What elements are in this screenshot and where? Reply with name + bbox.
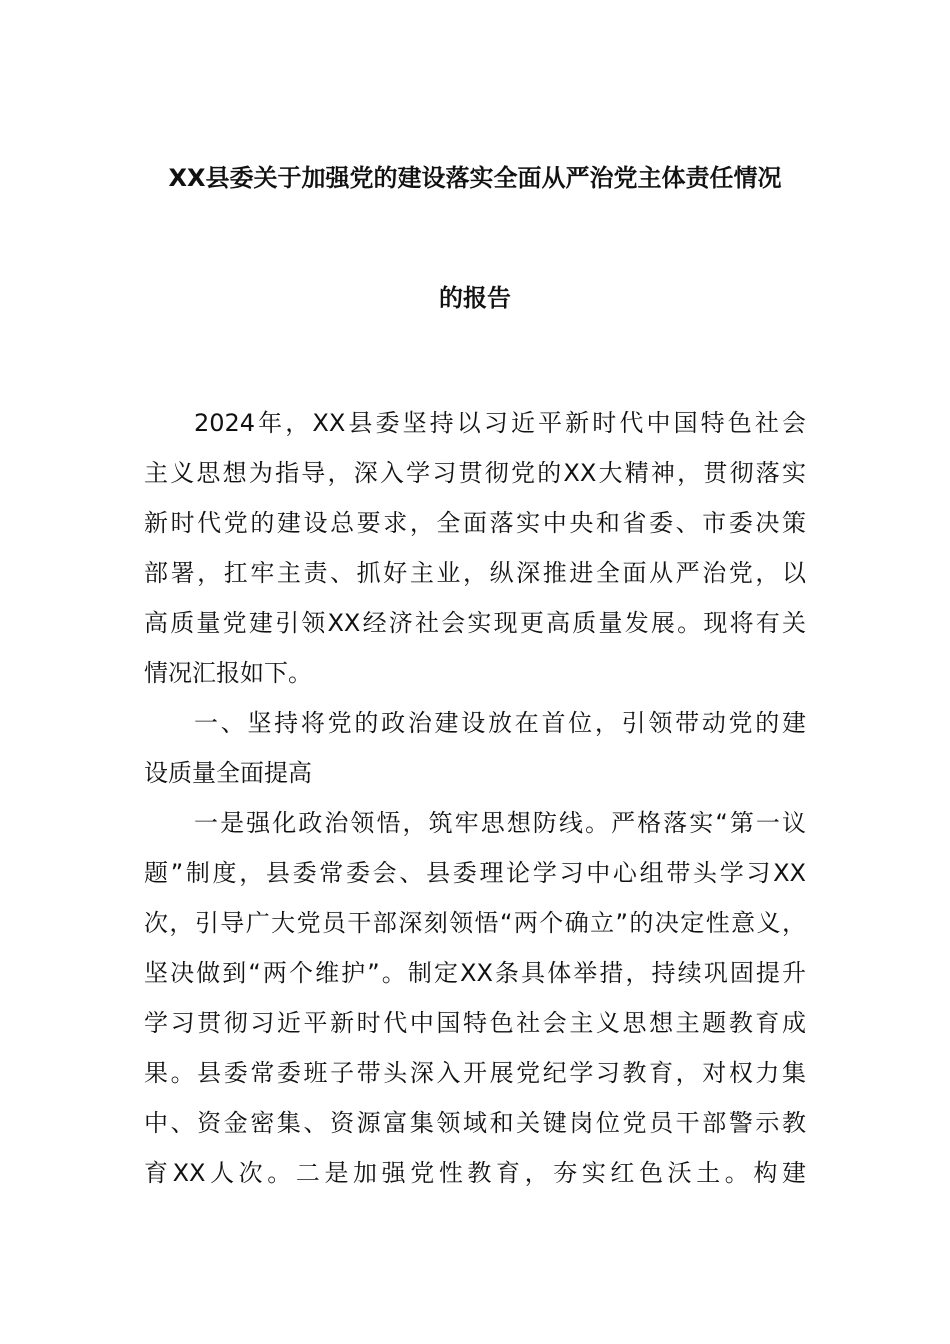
body-line: 坚决做到“两个维护”。制定XX条具体举措，持续巩固提升 bbox=[144, 959, 806, 987]
section-heading-line: 设质量全面提高 bbox=[144, 759, 312, 787]
body-line: 中、资金密集、资源富集领域和关键岗位党员干部警示教 bbox=[144, 1109, 806, 1137]
document-body bbox=[144, 398, 806, 1198]
body-line: 学习贯彻习近平新时代中国特色社会主义思想主题教育成 bbox=[144, 1009, 806, 1037]
body-line: 情况汇报如下。 bbox=[144, 659, 312, 687]
body-line: 2024年，XX县委坚持以习近平新时代中国特色社会 bbox=[194, 409, 806, 437]
body-line: 高质量党建引领XX经济社会实现更高质量发展。现将有关 bbox=[144, 609, 806, 637]
body-line: 部署，扛牢主责、抓好主业，纵深推进全面从严治党，以 bbox=[144, 559, 806, 587]
document-title-line-1: XX县委关于加强党的建设落实全面从严治党主体责任情况 bbox=[168, 164, 782, 192]
document-title-line-2: 的报告 bbox=[439, 284, 511, 312]
body-line: 育XX人次。二是加强党性教育，夯实红色沃土。构建 bbox=[144, 1159, 806, 1187]
body-line: 果。县委常委班子带头深入开展党纪学习教育，对权力集 bbox=[144, 1059, 806, 1087]
body-line: 次，引导广大党员干部深刻领悟“两个确立”的决定性意义， bbox=[144, 909, 806, 937]
section-heading-line: 一、坚持将党的政治建设放在首位，引领带动党的建 bbox=[194, 709, 806, 737]
body-line: 一是强化政治领悟，筑牢思想防线。严格落实“第一议 bbox=[194, 809, 806, 837]
body-line: 题”制度，县委常委会、县委理论学习中心组带头学习XX bbox=[144, 859, 806, 887]
body-line: 新时代党的建设总要求，全面落实中央和省委、市委决策 bbox=[144, 509, 806, 537]
body-line: 主义思想为指导，深入学习贯彻党的XX大精神，贯彻落实 bbox=[144, 459, 806, 487]
